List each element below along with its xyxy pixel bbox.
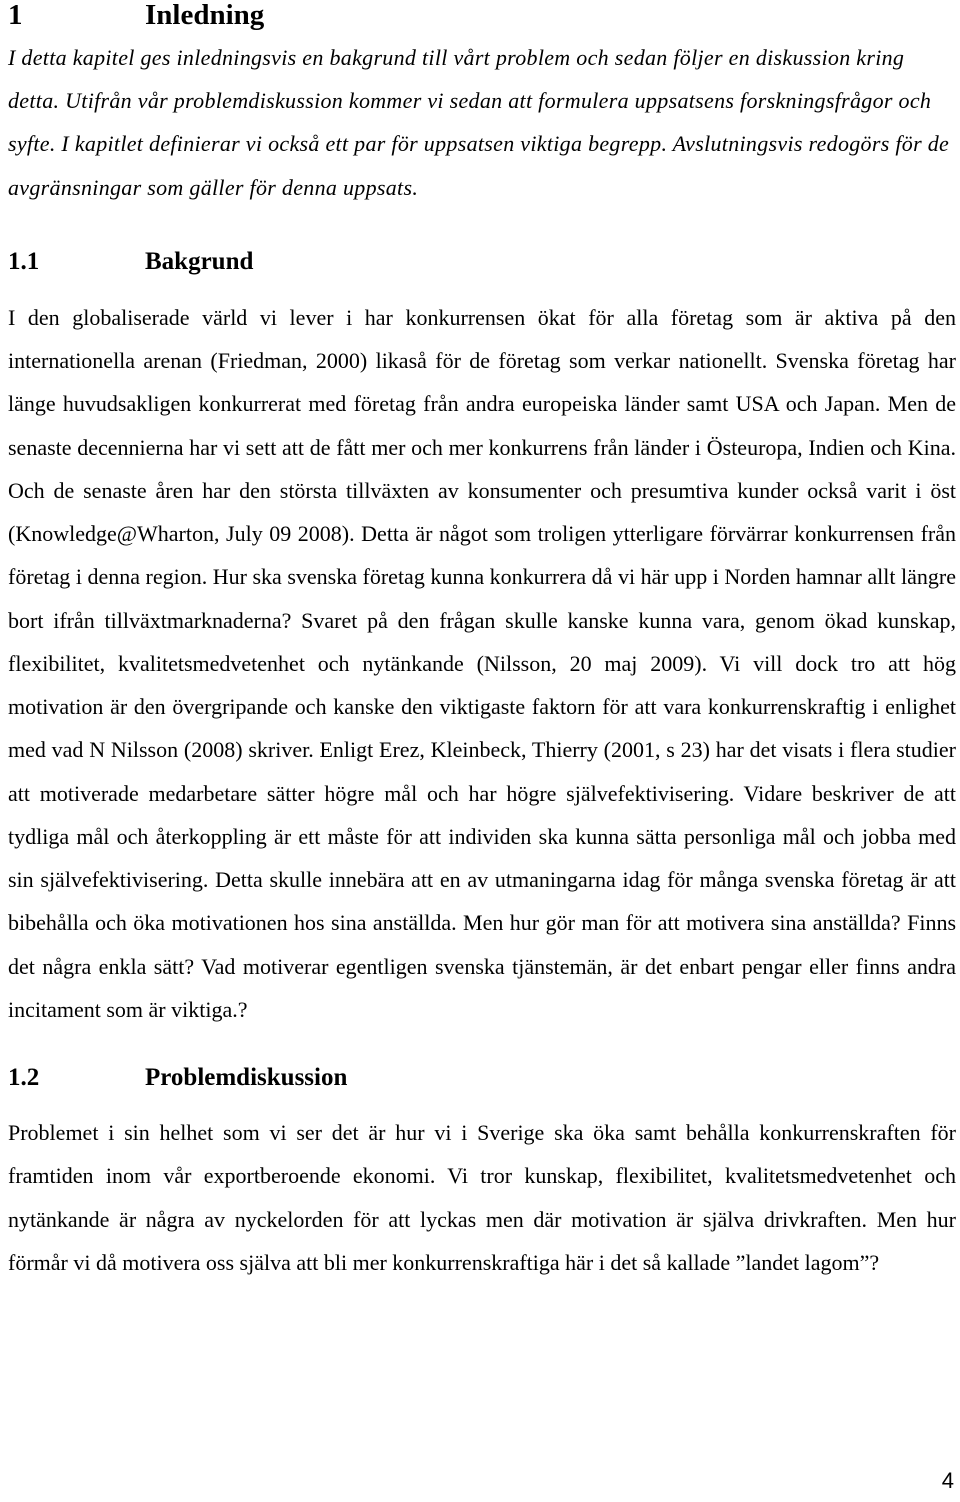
section-title: Problemdiskussion (145, 1064, 348, 1092)
section-heading-bakgrund (8, 247, 956, 277)
section-body-bakgrund: I den globaliserade värld vi lever i har konkurrensen ökat för alla företag som är aktiva på den internationella arenan (Friedman, 2000) likaså för de företag som verkar nationellt. Svenska företag har länge huvudsakligen konkurrerat med företag från andra europeiska länder samt USA och Japan. Men de senaste decennierna har vi sett att de fått mer och mer konkurrens från länder i Östeuropa, Indien och Kina. Och de senaste åren har den största tillväxten av konsumenter och presumtiva kunder också varit i öst (Knowledge@Wharton, July 09 2008). Detta är något som troligen ytterligare förvärrar konkurrensen från företag i denna region. Hur ska svenska företag kunna konkurrera då vi här upp i Norden hamnar allt längre bort ifrån tillväxtmarknaderna? Svaret på den frågan skulle kanske kunna vara, genom ökad kunskap, flexibilitet, kvalitetsmedvetenhet och nytänkande (Nilsson, 20 maj 2009). Vi vill dock tro att hög motivation är den övergripande och kanske den viktigaste faktorn för att vara konkurrenskraftig i enlighet med vad N Nilsson (2008) skriver. Enligt Erez, Kleinbeck, Thierry (2001, s 23) har det visats i flera studier att motiverade medarbetare sätter högre mål och har högre självefektivisering. Vidare beskriver de att tydliga mål och återkoppling är ett måste för att individen ska kunna sätta personliga mål och jobba med sin självefektivisering. Detta skulle innebära att en av utmaningarna idag för många svenska företag är att bibehålla och öka motivationen hos sina anställda. Men hur gör man för att motivera sina anställda? Finns det några enkla sätt? Vad motiverar egentligen svenska tjänstemän, är det enbart pengar eller finns andra incitament som är viktiga.? (8, 304, 956, 1022)
chapter-intro: I detta kapitel ges inledningsvis en bakgrund till vårt problem och sedan följer en diskussion kring detta. Utifrån vår problemdiskussion kommer vi sedan att formulera uppsatsens forskningsfrågor och syfte. I kapitlet definierar vi också ett par för uppsatsen viktiga begrepp. Avslutningsvis redogörs för de avgränsningar som gäller för denna uppsats. (8, 45, 950, 200)
chapter-number: 1 (8, 0, 23, 31)
section-number: 1.1 (8, 247, 40, 275)
chapter-heading (8, 0, 956, 30)
chapter-title: Inledning (145, 0, 265, 31)
section-title: Bakgrund (145, 247, 254, 275)
page-number: 4 (941, 1468, 954, 1493)
section-number: 1.2 (8, 1064, 40, 1092)
section-heading-problemdiskussion (8, 1063, 956, 1093)
section-body-problemdiskussion: Problemet i sin helhet som vi ser det är hur vi i Sverige ska öka samt behålla konkurrenskraften för framtiden inom vår exportberoende ekonomi. Vi tror kunskap, flexibilitet, kvalitetsmedvetenhet och nytänkande är några av nyckelorden för att lyckas men där motivation är själva drivkraften. Men hur förmår vi då motivera oss själva att bli mer konkurrenskraftiga här i det så kallade ”landet lagom”? (8, 1120, 956, 1275)
document-page (8, 0, 956, 1284)
